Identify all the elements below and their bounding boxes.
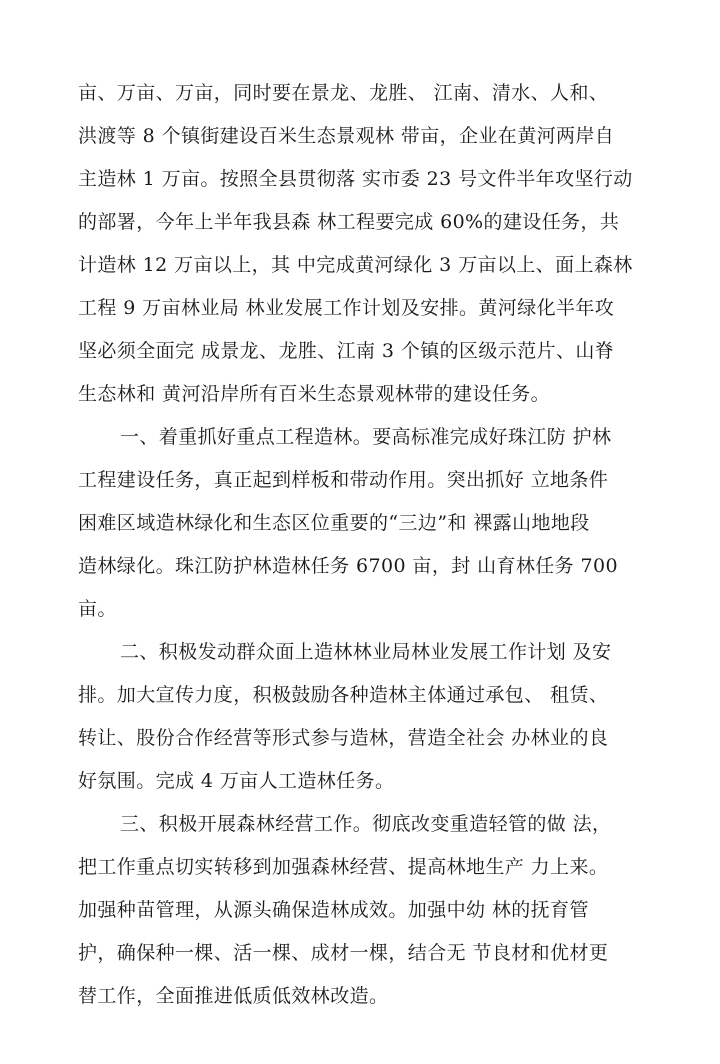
text-line: 加强种苗管理，从源头确保造林成效。加强中幼 林的抚育管 [78,899,589,921]
text-line: 生态林和 黄河沿岸所有百米生态景观林带的建设任务。 [78,383,551,405]
text-line: 工程建设任务，真正起到样板和带动作用。突出抓好 立地条件 [78,469,609,491]
text-line: 护，确保种一棵、活一棵、成材一棵，结合无 节良材和优材更 [78,942,609,964]
text-line: 计造林 12 万亩以上，其 中完成黄河绿化 3 万亩以上、面上森林 [78,254,633,276]
paragraph-first-line: 三、积极开展森林经营工作。彻底改变重造轻管的做 法， [120,813,612,835]
text-line: 困难区域造林绿化和生态区位重要的“三边”和 裸露山地地段 [78,512,590,534]
text-line: 造林绿化。珠江防护林造林任务 6700 亩，封 山育林任务 700 [78,555,618,577]
paragraph-first-line: 二、积极发动群众面上造林林业局林业发展工作计划 及安 [120,641,612,663]
paragraph-first-line: 一、着重抓好重点工程造林。要高标准完成好珠江防 护林 [120,426,612,448]
text-line: 把工作重点切实转移到加强森林经营、提高林地生产 力上来。 [78,856,609,878]
text-line: 好氛围。完成 4 万亩人工造林任务。 [78,770,395,792]
text-line: 替工作，全面推进低质低效林改造。 [78,985,389,1007]
text-line: 主造林 1 万亩。按照全县贯彻落 实市委 23 号文件半年攻坚行动 [78,168,633,190]
text-line: 洪渡等 8 个镇街建设百米生态景观林 带亩，企业在黄河两岸自 [78,125,615,147]
text-line: 工程 9 万亩林业局 林业发展工作计划及安排。黄河绿化半年攻 [78,297,615,319]
text-line: 转让、股份合作经营等形式参与造林，营造全社会 办林业的良 [78,727,609,749]
text-line: 亩、万亩、万亩，同时要在景龙、龙胜、 江南、清水、人和、 [78,82,609,104]
text-line: 的部署，今年上半年我县森 林工程要完成 60%的建设任务，共 [78,211,620,233]
text-line: 排。加大宣传力度，积极鼓励各种造林主体通过承包、 租赁、 [78,684,609,706]
text-line: 亩。 [78,598,117,620]
text-line: 坚必须全面完 成景龙、龙胜、江南 3 个镇的区级示范片、山脊 [78,340,615,362]
